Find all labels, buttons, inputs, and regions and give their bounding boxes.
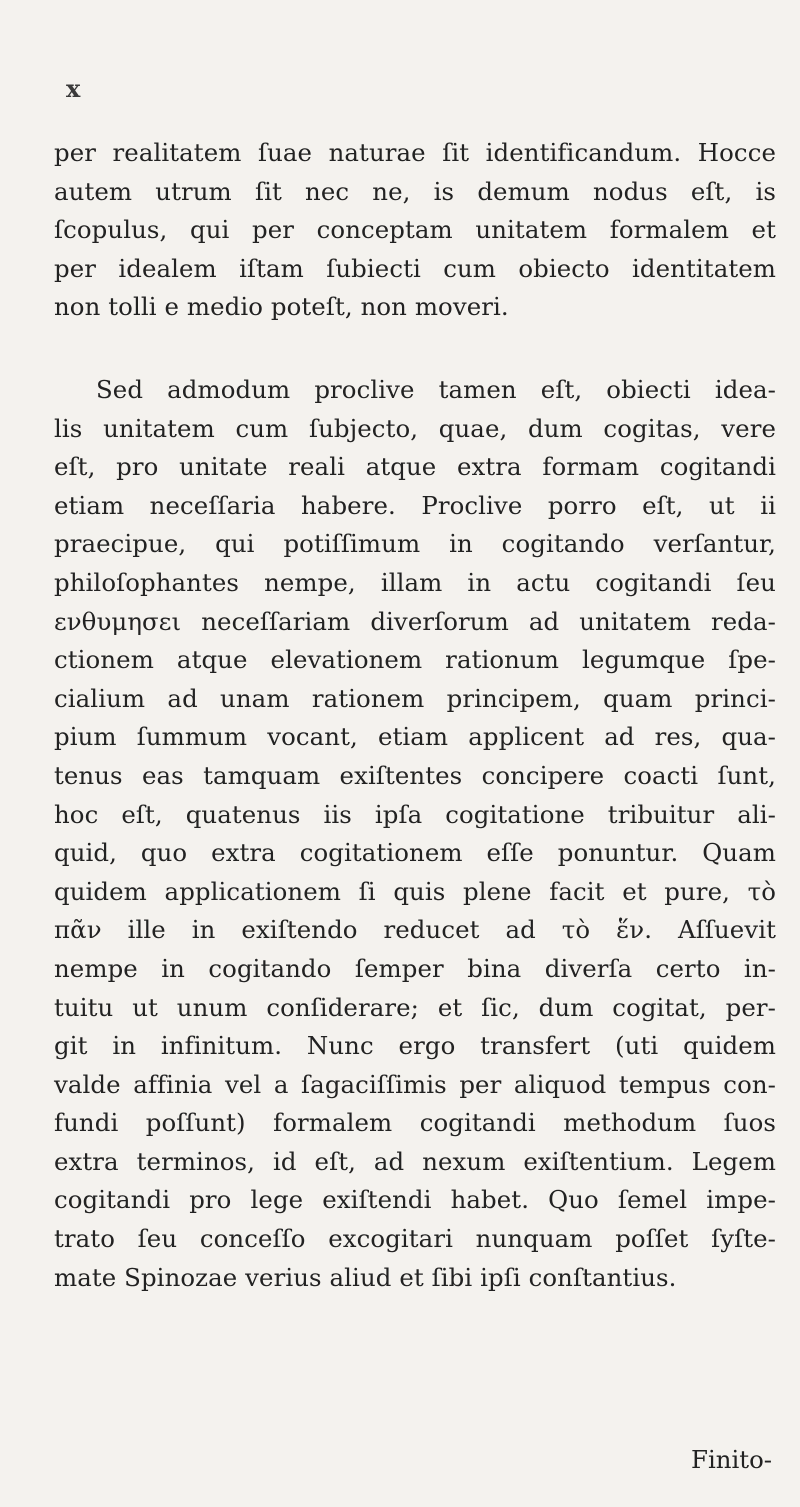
text-line: git in infinitum. Nunc ergo transfert (uti quidem: [54, 1031, 776, 1061]
text-line: non tolli e medio poteſt, non moveri.: [54, 292, 509, 322]
text-line: autem utrum ſit nec ne, is demum nodus eſt, is: [54, 176, 776, 206]
text-line: ctionem atque elevationem rationum legumque ſpe-: [54, 645, 776, 675]
text-line: praecipue, qui potiſſimum in cogitando verſantur,: [54, 529, 776, 559]
text-line: philoſophantes nempe, illam in actu cogitandi ſeu: [54, 567, 776, 597]
text-line: per realitatem ſuae naturae ſit identificandum. Hocce: [54, 138, 776, 167]
text-line: πᾶν ille in exiſtendo reducet ad τὸ ἕν. Aſſuevit: [54, 915, 776, 945]
text-line: cialium ad unam rationem principem, quam princi-: [54, 683, 776, 713]
text-line: lis unitatem cum ſubjecto, quae, dum cogitas, vere: [54, 413, 776, 443]
text-line: per idealem iſtam ſubiecti cum obiecto identitatem: [54, 253, 776, 283]
text-line: quid, quo extra cogitationem eſſe ponuntur. Quam: [54, 838, 776, 868]
paragraph-2: [54, 371, 776, 1297]
text-line: ενθυμησει neceſſariam diverſorum ad unitatem reda-: [54, 606, 776, 636]
page-number: x: [66, 74, 81, 103]
text-line: tuitu ut unum conſiderare; et ſic, dum cogitat, per-: [54, 992, 776, 1022]
text-line: pium ſummum vocant, etiam applicent ad res, qua-: [54, 722, 776, 752]
text-line: fundi poſſunt) formalem cogitandi methodum ſuos: [54, 1108, 776, 1138]
text-line: trato ſeu conceſſo excogitari nunquam poſſet ſyſte-: [54, 1224, 776, 1254]
text-line: cogitandi pro lege exiſtendi habet. Quo ſemel impe-: [54, 1185, 776, 1215]
text-line: hoc eſt, quatenus iis ipſa cogitatione tribuitur ali-: [54, 799, 776, 829]
text-line: mate Spinozae verius aliud et ſibi ipſi conſtantius.: [54, 1262, 677, 1292]
text-line: extra terminos, id eſt, ad nexum exiſtentium. Legem: [54, 1146, 776, 1176]
catchword: Finito-: [691, 1445, 772, 1474]
text-line: tenus eas tamquam exiſtentes concipere coacti ſunt,: [54, 760, 776, 790]
text-line: etiam neceſſaria habere. Proclive porro eſt, ut ii: [54, 490, 776, 520]
paragraph-1: [54, 134, 776, 327]
text-line: eſt, pro unitate reali atque extra formam cogitandi: [54, 452, 776, 482]
text-line: Sed admodum proclive tamen eſt, obiecti idea-: [96, 375, 776, 404]
text-line: nempe in cogitando ſemper bina diverſa certo in-: [54, 953, 776, 983]
text-line: ſcopulus, qui per conceptam unitatem formalem et: [54, 215, 776, 245]
text-line: quidem applicationem ſi quis plene facit et pure, τὸ: [54, 876, 776, 906]
text-line: valde affinia vel a ſagaciſſimis per aliquod tempus con-: [54, 1069, 776, 1099]
